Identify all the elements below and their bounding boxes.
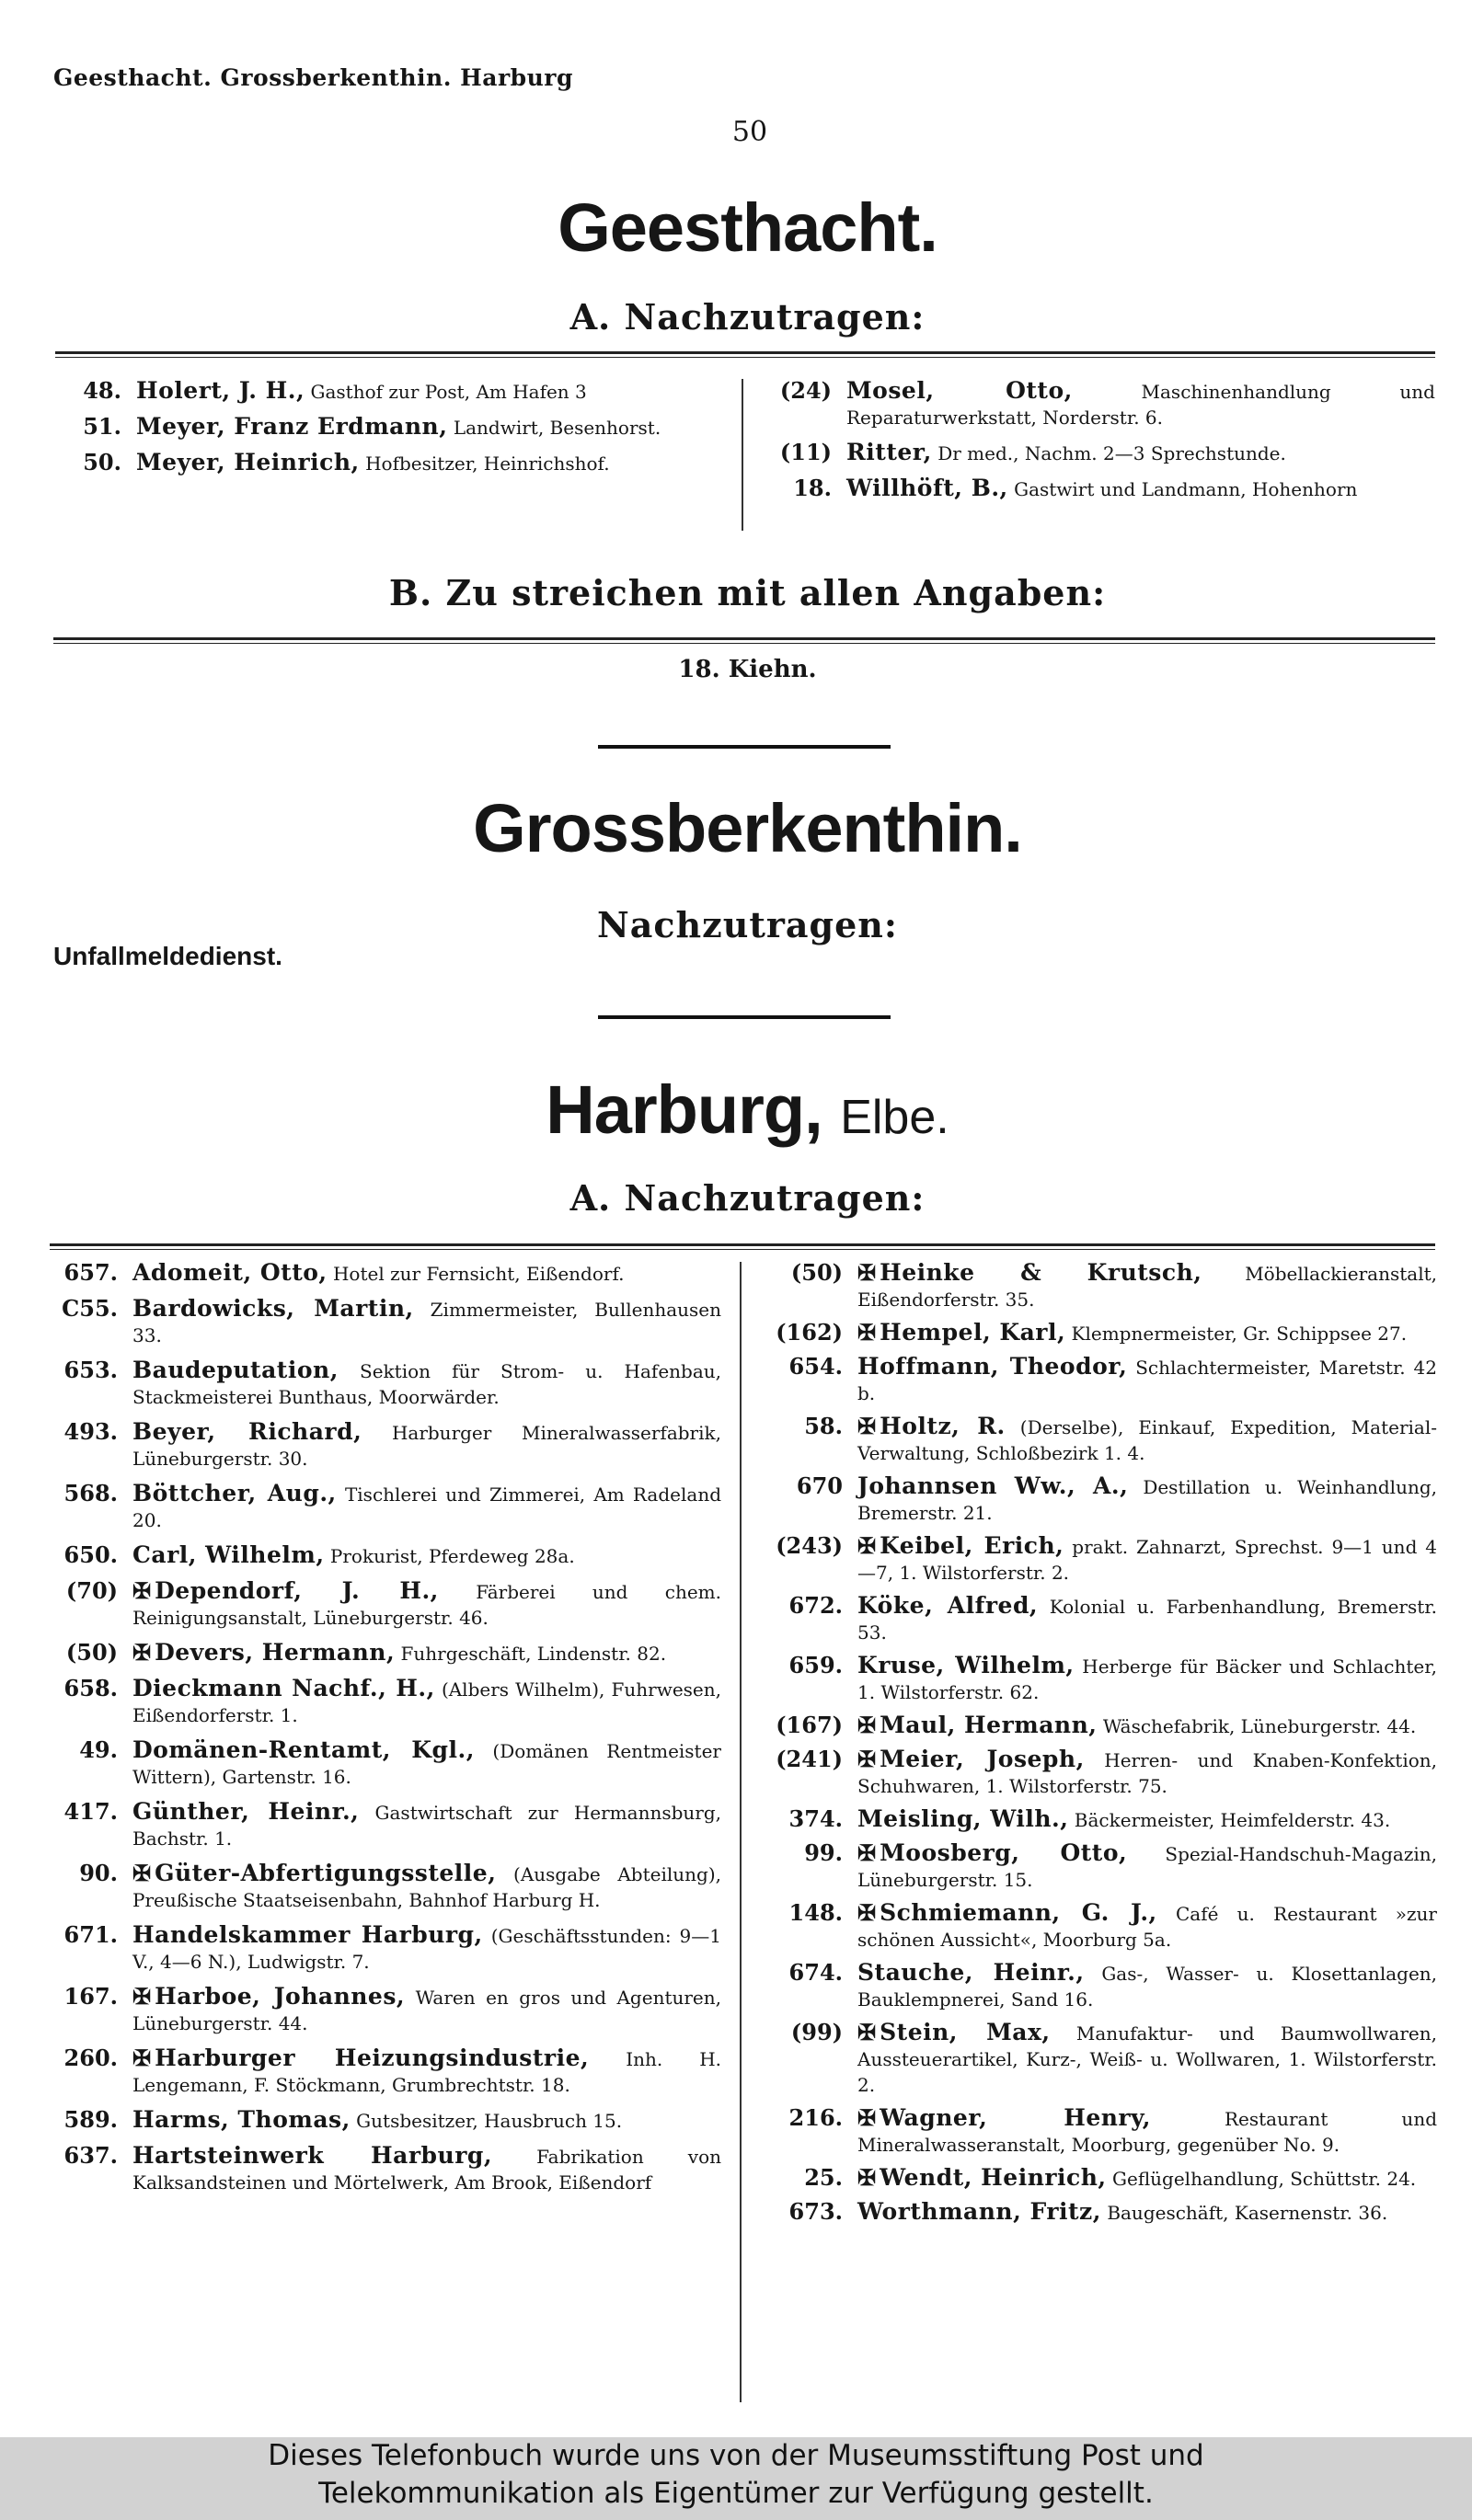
subscriber-details: Waren en gros und Agenturen, Lüneburgerstr. 44. (132, 1987, 721, 2034)
subscriber-details: Gutsbesitzer, Hausbruch 15. (356, 2110, 623, 2132)
directory-entry (760, 1533, 1437, 1586)
entry-number: (70) (65, 1577, 118, 1604)
telephone-mark-icon: ✠ (132, 1639, 152, 1666)
directory-entry (760, 2199, 1437, 2226)
separator-rule (598, 745, 891, 749)
entry-number: (162) (776, 1319, 843, 1346)
directory-entry (44, 1861, 721, 1913)
subscriber-details: Destillation u. Weinhandlung, Bremerstr. 21. (857, 1476, 1437, 1524)
directory-entry (44, 1542, 721, 1569)
subscriber-details: Klempnermeister, Gr. Schippsee 27. (1071, 1323, 1408, 1345)
entry-number: 99. (804, 1839, 843, 1866)
subscriber-name: Harms, Thomas, (132, 2106, 351, 2133)
directory-entry (760, 1354, 1437, 1406)
subscriber-details: Kolonial u. Farbenhandlung, Bremerstr. 53. (857, 1596, 1437, 1644)
entry-number: 654. (788, 1353, 843, 1380)
subscriber-name: Ritter, (846, 439, 932, 465)
subscriber-name: Meisling, Wilh., (857, 1805, 1069, 1832)
subscriber-details: Gastwirt und Landmann, Hohenhorn (1014, 478, 1358, 500)
subscriber-details: Tischlerei und Zimmerei, Am Radeland 20. (132, 1483, 722, 1531)
directory-entry (760, 2165, 1437, 2192)
telephone-mark-icon: ✠ (857, 2164, 877, 2191)
entry-body (132, 1737, 721, 1790)
entry-number: 90. (79, 1860, 118, 1886)
subscriber-name: Wendt, Heinrich, (880, 2164, 1107, 2191)
directory-entry (44, 1922, 721, 1975)
subscriber-name: Meyer, Heinrich, (136, 449, 360, 475)
directory-entry (44, 1419, 721, 1472)
entry-number: (99) (790, 2019, 843, 2045)
section-heading-grossberkenthin: Nachzutragen: (597, 904, 898, 945)
entry-number: 50. (83, 449, 121, 475)
subscriber-details: Herren- und Knaben-Konfektion, Schuhwaren, 1. Wilstorferstr. 75. (857, 1749, 1438, 1797)
entry-number: 148. (788, 1899, 843, 1926)
subscriber-details: Landwirt, Besenhorst. (453, 417, 661, 439)
telephone-mark-icon: ✠ (857, 2104, 877, 2131)
entry-body (136, 450, 725, 476)
entry-body (132, 1419, 721, 1472)
directory-entry (44, 1676, 721, 1728)
telephone-mark-icon: ✠ (857, 1259, 877, 1286)
section-heading-geesthacht-a: A. Nachzutragen: (569, 296, 926, 338)
subscriber-details: Dr med., Nachm. 2—3 Sprechstunde. (937, 442, 1286, 464)
subscriber-details: Maschinenhandlung und Reparaturwerkstatt, Norderstr. 6. (846, 381, 1435, 429)
telephone-mark-icon: ✠ (132, 1860, 152, 1886)
entry-number: 659. (788, 1652, 843, 1678)
directory-entry (44, 1357, 721, 1410)
telephone-mark-icon: ✠ (857, 2019, 877, 2045)
telephone-mark-icon: ✠ (132, 1577, 152, 1604)
subscriber-details: prakt. Zahnarzt, Sprechst. 9—1 und 4—7, 1. Wilstorferstr. 2. (857, 1536, 1438, 1584)
geesthacht-a-left-column (53, 378, 725, 486)
subscriber-name: Meier, Joseph, (880, 1746, 1085, 1772)
entry-body (132, 2107, 721, 2134)
directory-entry (53, 450, 725, 476)
subscriber-details: Restaurant und Mineralwasseranstalt, Moorburg, gegenüber No. 9. (857, 2108, 1437, 2156)
subscriber-name: Maul, Hermann, (880, 1712, 1098, 1738)
harburg-left-column (44, 1260, 721, 2205)
directory-entry (44, 2107, 721, 2134)
town-title-harburg (0, 1071, 1472, 1149)
entry-number: (50) (65, 1639, 118, 1666)
directory-entry (44, 1640, 721, 1667)
geesthacht-a-right-column (764, 378, 1435, 511)
directory-entry (44, 1481, 721, 1533)
subscriber-details: Schlachtermeister, Maretstr. 42 b. (857, 1357, 1437, 1404)
entry-body (132, 2143, 721, 2195)
entry-body (132, 1640, 721, 1667)
side-note: Unfallmeldedienst. (53, 942, 282, 970)
subscriber-name: Schmiemann, G. J., (880, 1899, 1157, 1926)
subscriber-details: Café u. Restaurant »zur schönen Aussicht«, Moorburg 5a. (857, 1903, 1437, 1951)
subscriber-details: Gastwirtschaft zur Hermannsburg, Bachstr. 1. (132, 1802, 721, 1850)
entry-number: C55. (62, 1295, 118, 1322)
subscriber-name: Dieckmann Nachf., H., (132, 1675, 435, 1701)
directory-entry (44, 1799, 721, 1851)
section-rule (55, 351, 1435, 358)
footer-banner (0, 2437, 1472, 2520)
entry-number: (243) (776, 1532, 843, 1559)
telephone-mark-icon: ✠ (857, 1413, 877, 1439)
telephone-mark-icon: ✠ (857, 1899, 877, 1926)
subscriber-details: (Geschäftsstunden: 9—1 V., 4—6 N.), Ludwigstr. 7. (132, 1925, 722, 1973)
entry-number: 674. (788, 1959, 843, 1986)
entry-number: 58. (804, 1413, 843, 1439)
entry-body (846, 475, 1435, 502)
subscriber-name: Kruse, Wilhelm, (857, 1652, 1075, 1678)
entry-body (846, 440, 1435, 466)
subscriber-name: Stein, Max, (880, 2019, 1051, 2045)
geesthacht-b-list (0, 656, 1472, 683)
town-title-geesthacht: Geesthacht. (558, 189, 937, 266)
subscriber-name: Böttcher, Aug., (132, 1480, 337, 1506)
entry-body (857, 1260, 1437, 1312)
footer-line-2: Telekommunikation als Eigentümer zur Verfügung gestellt. (318, 2477, 1154, 2510)
directory-entry (764, 440, 1435, 466)
subscriber-name: Stauche, Heinr., (857, 1959, 1085, 1986)
subscriber-details: Färberei und chem. Reinigungsanstalt, Lüneburgerstr. 46. (132, 1581, 721, 1629)
entry-number: 637. (63, 2142, 118, 2169)
entry-body (132, 1676, 721, 1728)
entry-body (132, 1578, 721, 1631)
subscriber-details: Prokurist, Pferdeweg 28a. (329, 1545, 575, 1567)
subscriber-name: Worthmann, Fritz, (857, 2198, 1101, 2225)
entry-body (857, 1840, 1437, 1893)
entry-number: (241) (776, 1746, 843, 1772)
entry-number: 589. (63, 2106, 118, 2133)
telephone-mark-icon: ✠ (857, 1319, 877, 1346)
entry-number: 260. (63, 2045, 118, 2071)
entry-number: 49. (79, 1736, 118, 1763)
subscriber-details: Geflügelhandlung, Schüttstr. 24. (1112, 2168, 1417, 2190)
subscriber-details: (Domänen Rentmeister Wittern), Gartenstr. 16. (132, 1740, 721, 1788)
subscriber-name: Hoffmann, Theodor, (857, 1353, 1128, 1380)
subscriber-details: Gas-, Wasser- u. Klosettanlagen, Bauklempnerei, Sand 16. (857, 1963, 1438, 2010)
separator-rule (598, 1015, 891, 1019)
subscriber-details: Inh. H. Lengemann, F. Stöckmann, Grumbrechtstr. 18. (132, 2048, 721, 2096)
subscriber-details: Baugeschäft, Kasernenstr. 36. (1107, 2202, 1388, 2224)
entry-number: (24) (779, 377, 832, 404)
directory-entry (760, 1806, 1437, 1833)
entry-number: 658. (63, 1675, 118, 1701)
section-heading-harburg-a: A. Nachzutragen: (569, 1177, 926, 1219)
subscriber-name: Köke, Alfred, (857, 1592, 1039, 1619)
directory-entry (760, 1473, 1437, 1526)
footer-line-1: Dieses Telefonbuch wurde uns von der Museumsstiftung Post und (268, 2439, 1204, 2472)
town-name: Harburg, (546, 1071, 822, 1148)
entry-body (132, 2045, 721, 2098)
subscriber-name: Domänen-Rentamt, Kgl., (132, 1736, 475, 1763)
entry-number: 216. (788, 2104, 843, 2131)
section-rule (53, 637, 1435, 644)
subscriber-name: Keibel, Erich, (880, 1532, 1064, 1559)
subscriber-name: Moosberg, Otto, (880, 1839, 1128, 1866)
directory-entry (760, 2105, 1437, 2158)
section-heading-geesthacht-b: B. Zu streichen mit allen Angaben: (388, 572, 1107, 613)
entry-body (132, 1481, 721, 1533)
directory-entry (44, 1296, 721, 1348)
subscriber-name: Hempel, Karl, (880, 1319, 1066, 1346)
subscriber-details: Bäckermeister, Heimfelderstr. 43. (1074, 1809, 1391, 1831)
entry-number: 51. (83, 413, 121, 440)
entry-number: 671. (63, 1921, 118, 1948)
subscriber-details: Möbellackieranstalt, Eißendorferstr. 35. (857, 1263, 1437, 1311)
entry-number: (167) (776, 1712, 843, 1738)
subscriber-name: Günther, Heinr., (132, 1798, 360, 1825)
column-divider (740, 1262, 742, 2402)
entry-body (857, 1414, 1437, 1466)
entry-number: 18. (793, 475, 832, 501)
subscriber-name: Willhöft, B., (846, 475, 1008, 501)
directory-entry (44, 1260, 721, 1287)
entry-number: 374. (788, 1805, 843, 1832)
subscriber-details: Spezial-Handschuh-Magazin, Lüneburgerstr. 15. (857, 1843, 1437, 1891)
directory-entry (764, 378, 1435, 430)
directory-entry (760, 1960, 1437, 2012)
entry-body (857, 2105, 1437, 2158)
entry-body (857, 1533, 1437, 1586)
subscriber-name: Carl, Wilhelm, (132, 1541, 325, 1568)
telephone-mark-icon: ✠ (857, 1532, 877, 1559)
entry-number: (50) (790, 1259, 843, 1286)
entry-number: 18. (678, 656, 720, 683)
entry-number: 493. (63, 1418, 118, 1445)
subscriber-name: Adomeit, Otto, (132, 1259, 328, 1286)
telephone-mark-icon: ✠ (132, 1983, 152, 2010)
subscriber-name: Holtz, R. (880, 1413, 1006, 1439)
subscriber-details: Zimmermeister, Bullenhausen 33. (132, 1299, 721, 1346)
subscriber-details: Fuhrgeschäft, Lindenstr. 82. (400, 1643, 667, 1665)
directory-entry (44, 1984, 721, 2036)
directory-entry (53, 414, 725, 441)
directory-entry (760, 1414, 1437, 1466)
subscriber-name: Devers, Hermann, (155, 1639, 396, 1666)
subscriber-name: Heinke & Krutsch, (880, 1259, 1202, 1286)
entry-number: 653. (63, 1357, 118, 1383)
entry-number: 673. (788, 2198, 843, 2225)
subscriber-details: Hotel zur Fernsicht, Eißendorf. (332, 1263, 625, 1285)
subscriber-details: Harburger Mineralwasserfabrik, Lüneburgerstr. 30. (132, 1422, 721, 1470)
directory-entry (44, 1578, 721, 1631)
entry-number: 657. (63, 1259, 118, 1286)
directory-entry (760, 1260, 1437, 1312)
directory-entry (760, 1747, 1437, 1799)
subscriber-details: (Albers Wilhelm), Fuhrwesen, Eißendorferstr. 1. (132, 1678, 721, 1726)
entry-body (132, 1984, 721, 2036)
subscriber-details: (Derselbe), Einkauf, Expedition, Material-Verwaltung, Schloßbezirk 1. 4. (857, 1416, 1437, 1464)
entry-body (857, 1593, 1437, 1645)
directory-entry (760, 1712, 1437, 1739)
subscriber-details: Gasthof zur Post, Am Hafen 3 (310, 381, 587, 403)
town-suffix: Elbe. (840, 1091, 949, 1144)
subscriber-name: Baudeputation, (132, 1357, 339, 1383)
directory-entry (760, 1320, 1437, 1346)
column-divider (742, 379, 743, 531)
subscriber-name: Dependorf, J. H., (155, 1577, 439, 1604)
subscriber-name: Wagner, Henry, (880, 2104, 1151, 2131)
subscriber-name: Hartsteinwerk Harburg, (132, 2142, 493, 2169)
entry-body (132, 1296, 721, 1348)
directory-entry (44, 1737, 721, 1790)
entry-number: 568. (63, 1480, 118, 1506)
entry-body (132, 1357, 721, 1410)
directory-entry (44, 2143, 721, 2195)
entry-body (132, 1922, 721, 1975)
subscriber-name: Meyer, Franz Erdmann, (136, 413, 448, 440)
telephone-mark-icon: ✠ (857, 1746, 877, 1772)
telephone-mark-icon: ✠ (132, 2045, 152, 2071)
subscriber-name: Güter-Abfertigungsstelle, (155, 1860, 497, 1886)
entry-body (857, 1806, 1437, 1833)
entry-number: 672. (788, 1592, 843, 1619)
entry-body (857, 2165, 1437, 2192)
subscriber-name: Kiehn. (728, 656, 817, 683)
entry-number: 48. (83, 377, 121, 404)
telephone-mark-icon: ✠ (857, 1839, 877, 1866)
entry-body (857, 1712, 1437, 1739)
entry-body (857, 1320, 1437, 1346)
directory-entry (44, 2045, 721, 2098)
entry-body (857, 2020, 1437, 2098)
telephone-mark-icon: ✠ (857, 1712, 877, 1738)
harburg-right-column (760, 1260, 1437, 2233)
entry-body (857, 1473, 1437, 1526)
page-number: 50 (731, 116, 768, 148)
section-rule (50, 1243, 1435, 1250)
subscriber-name: Mosel, Otto, (846, 377, 1073, 404)
subscriber-name: Holert, J. H., (136, 377, 305, 404)
entry-body (857, 1900, 1437, 1953)
entry-body (857, 2199, 1437, 2226)
directory-entry (760, 1653, 1437, 1705)
running-header: Geesthacht. Grossberkenthin. Harburg (53, 64, 573, 91)
subscriber-details: Wäschefabrik, Lüneburgerstr. 44. (1102, 1715, 1417, 1737)
directory-entry (760, 2020, 1437, 2098)
entry-body (132, 1799, 721, 1851)
entry-body (132, 1260, 721, 1287)
entry-number: 167. (63, 1983, 118, 2010)
subscriber-details: Manufaktur- und Baumwollwaren, Aussteuerartikel, Kurz-, Weiß- u. Wollwaren, 1. Wilstorferstr. 2. (857, 2022, 1437, 2096)
entry-number: (11) (779, 439, 832, 465)
subscriber-details: Hofbesitzer, Heinrichshof. (365, 452, 610, 475)
entry-number: 670 (796, 1472, 843, 1499)
directory-entry (760, 1900, 1437, 1953)
subscriber-details: Herberge für Bäcker und Schlachter, 1. Wilstorferstr. 62. (857, 1655, 1437, 1703)
entry-body (857, 1960, 1437, 2012)
subscriber-name: Bardowicks, Martin, (132, 1295, 414, 1322)
town-title-grossberkenthin: Grossberkenthin. (473, 790, 1022, 866)
directory-entry (764, 475, 1435, 502)
entry-body (857, 1747, 1437, 1799)
subscriber-name: Harburger Heizungsindustrie, (155, 2045, 590, 2071)
directory-entry (760, 1593, 1437, 1645)
entry-body (846, 378, 1435, 430)
entry-body (136, 378, 725, 405)
entry-number: 417. (63, 1798, 118, 1825)
subscriber-details: Fabrikation von Kalksandsteinen und Mörtelwerk, Am Brook, Eißendorf (132, 2146, 721, 2194)
subscriber-name: Johannsen Ww., A., (857, 1472, 1129, 1499)
directory-entry (760, 1840, 1437, 1893)
entry-body (132, 1861, 721, 1913)
subscriber-details: Sektion für Strom- u. Hafenbau, Stackmeisterei Bunthaus, Moorwärder. (132, 1360, 722, 1408)
subscriber-name: Beyer, Richard, (132, 1418, 362, 1445)
entry-body (857, 1653, 1437, 1705)
directory-entry (53, 378, 725, 405)
subscriber-details: (Ausgabe Abteilung), Preußische Staatseisenbahn, Bahnhof Harburg H. (132, 1863, 721, 1911)
subscriber-name: Harboe, Johannes, (155, 1983, 406, 2010)
entry-body (136, 414, 725, 441)
entry-number: 25. (804, 2164, 843, 2191)
entry-number: 650. (63, 1541, 118, 1568)
subscriber-name: Handelskammer Harburg, (132, 1921, 483, 1948)
entry-body (857, 1354, 1437, 1406)
entry-body (132, 1542, 721, 1569)
